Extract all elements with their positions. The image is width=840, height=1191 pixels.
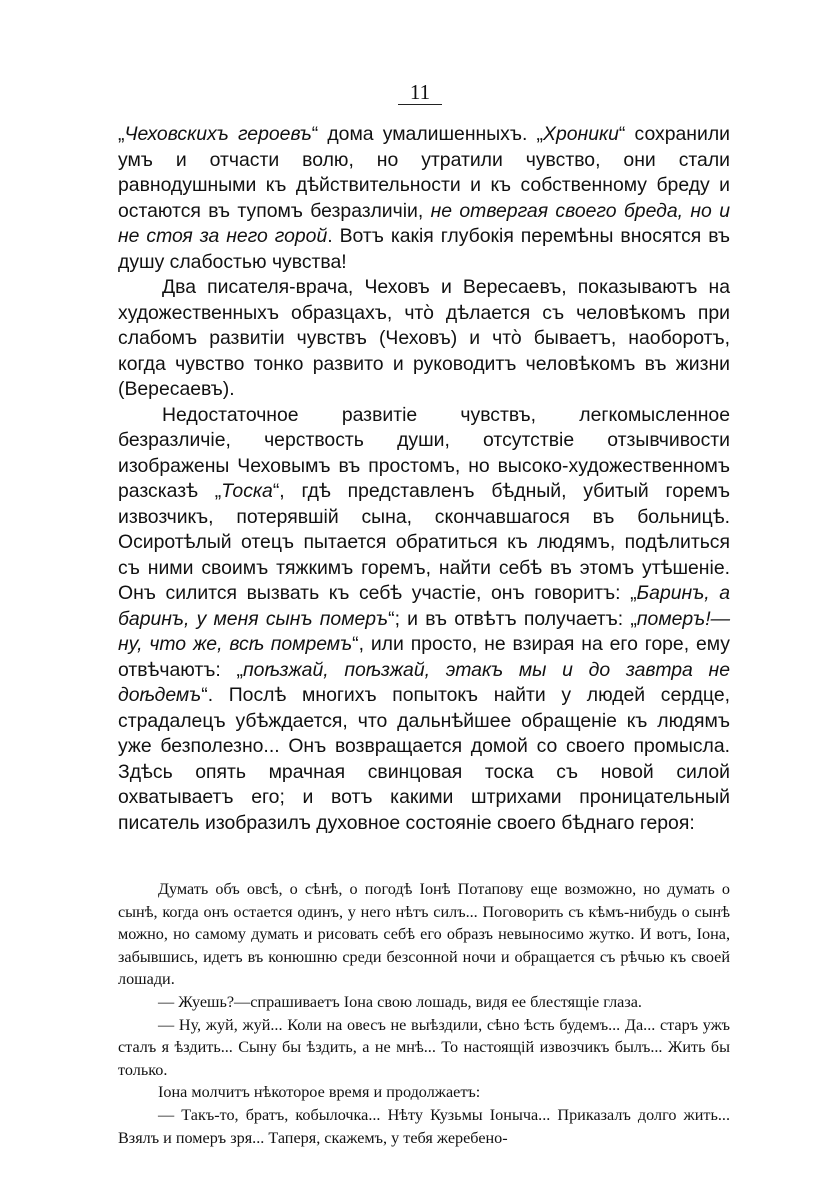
text-segment: “, гдѣ представленъ бѣдный, убитый горемъ извозчикъ, потерявшій сына, скончавшагося въ больницѣ. Осиротѣлый отецъ пытается обратиться къ людямъ, подѣлиться съ ними своимъ тяжкимъ горемъ, найти себѣ въ этомъ утѣшеніе. Онъ силится вызвать къ себѣ участіе, онъ говоритъ: „ <box>118 480 730 604</box>
text-segment: . Вотъ какія глубокія перемѣны вносятся въ душу слабостью чувства! <box>118 225 730 273</box>
text-segment-italic: поѣзжай, поѣзжай, этакъ мы и до завтра не доѣдемъ <box>118 658 730 706</box>
paragraph <box>118 275 730 403</box>
text-segment: “; и въ отвѣтъ получаетъ: „ <box>388 607 637 630</box>
text-segment-italic: Чеховскихъ героевъ <box>124 123 312 145</box>
main-text <box>118 122 730 836</box>
text-segment: „ <box>118 123 125 145</box>
paragraph <box>118 122 730 275</box>
text-segment: “, или просто, не взирая на его горе, ему отвѣчаютъ: „ <box>118 633 731 681</box>
quote-paragraph: — Такъ-то, братъ, кобылочка... Нѣту Кузьмы Іоныча... Приказалъ долго жить... Взялъ и померъ зря... Таперя, скажемъ, у тебя жеребено- <box>118 1105 730 1147</box>
quote-paragraph: — Ну, жуй, жуй... Коли на овесъ не выѣздили, сѣно ѣсть будемъ... Да... старъ ужъ сталъ я ѣздить... Сыну бы ѣздить, а не мнѣ... То настоящій извозчикъ былъ... Жить бы только. <box>118 1015 730 1079</box>
text-segment-italic: Тоска <box>221 480 273 502</box>
text-segment-italic: померъ!—ну, что же, всѣ помремъ <box>118 607 730 655</box>
text-segment: Два писателя-врача, Чеховъ и Вересаевъ, показываютъ на художественныхъ образцахъ, что̀ дѣлается съ человѣкомъ при слабомъ развитіи чувствъ (Чеховъ) и что̀ бываетъ, наоборотъ, когда чувство тонко развито и руководитъ человѣкомъ въ жизни (Вересаевъ). <box>118 276 730 400</box>
text-segment-italic: Хроники <box>543 123 619 145</box>
paragraph <box>118 403 730 837</box>
quote-paragraph: Думать объ овсѣ, о сѣнѣ, о погодѣ Іонѣ Потапову еще возможно, но думать о сынѣ, когда онъ остается одинъ, у него нѣтъ силъ... Поговорить съ кѣмъ-нибудь о сынѣ можно, но самому думать и рисовать себѣ его образъ невыносимо жутко. И вотъ, Іона, забывшись, идетъ въ конюшню среди безсонной ночи и обращается съ рѣчью къ своей лошади. <box>118 880 730 989</box>
text-segment-italic: Баринъ, а баринъ, у меня сынъ померъ <box>118 582 730 630</box>
text-segment-italic: не отвергая своего бреда, но и не стоя за него горой <box>118 199 730 247</box>
quoted-excerpt <box>118 878 730 1149</box>
text-segment: “ сохранили умъ и отчасти волю, но утратили чувство, они стали равнодушными къ дѣйствительности и къ собственному бреду и остаются въ тупомъ безразличіи, <box>118 123 730 222</box>
quote-paragraph: Іона молчитъ нѣкоторое время и продолжаетъ: <box>158 1083 481 1102</box>
text-segment: “. Послѣ многихъ попытокъ найти у людей сердце, страдалецъ убѣждается, что дальнѣйшее обращеніе къ людямъ уже безполезно... Онъ возвращается домой со своего промысла. Здѣсь опять мрачная свинцовая тоска съ новой силой охватываетъ его; и вотъ какими штрихами проницательный писатель изобразилъ духовное состояніе своего бѣднаго героя: <box>118 684 730 834</box>
page-number: 11 <box>409 80 431 104</box>
quote-paragraph: — Жуешь?—спрашиваетъ Іона свою лошадь, видя ее блестящіе глаза. <box>158 992 642 1011</box>
text-segment: Недостаточное развитіе чувствъ, легкомысленное безразличіе, черствость души, отсутствіе отзывчивости изображены Чеховымъ въ простомъ, но высоко-художественномъ разсказѣ „ <box>118 403 730 502</box>
page-number-rule <box>398 104 442 105</box>
text-segment: “ дома умалишенныхъ. „ <box>311 123 544 145</box>
